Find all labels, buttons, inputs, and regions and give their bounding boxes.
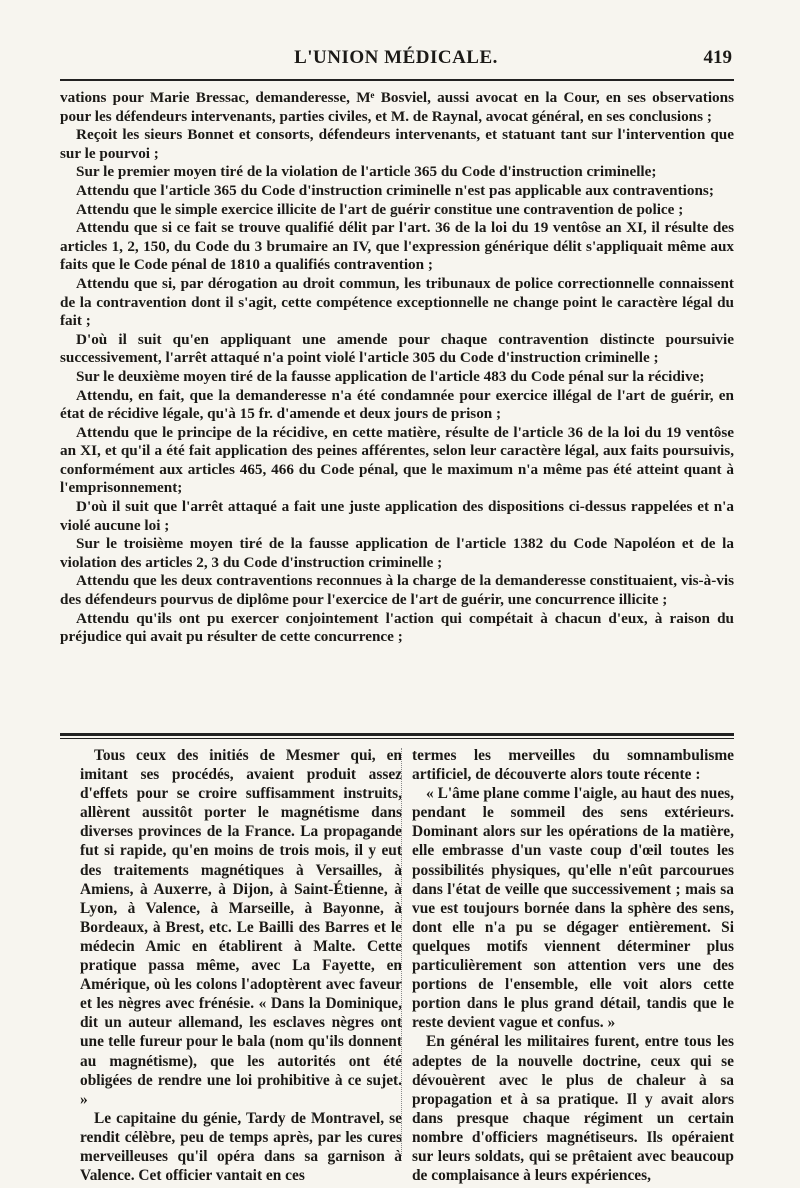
paragraph: D'où il suit qu'en appliquant une amende pour chaque contravention distincte poursuivie successivement, l'arrêt attaqué n'a point violé l'article 305 du Code d'instruction criminelle ; <box>60 330 734 367</box>
column-divider <box>401 748 403 1156</box>
paragraph: Sur le troisième moyen tiré de la fausse application de l'article 1382 du Code Napoléon et de la violation des articles 2, 3 du Code d'instruction criminelle ; <box>60 535 734 571</box>
journal-title: L'UNION MÉDICALE. <box>294 47 498 68</box>
feuilleton-left-column <box>80 746 402 1185</box>
paragraph: Attendu que si ce fait se trouve qualifié délit par l'art. 36 de la loi du 19 ventôse an XI, il résulte des articles 1, 2, 150, du Code du 3 brumaire an IV, que l'expression générique délit s'appliquait même aux faits que le Code pénal de 1810 a qualifiés contravention ; <box>60 219 734 274</box>
paragraph: « L'âme plane comme l'aigle, au haut des nues, pendant le sommeil des sens extérieurs. Dominant alors sur les opérations de la matière, elle embrasse d'un vaste coup d'œil toutes les possibilités physiques, qu'elle n'eût parcourues dans l'état de veille que successivement ; mais sa vue est toujours bornée dans la sphère des sens, dont elle n'a pu se dégager entièrement. Si quelques motifs viennent déterminer plus particulièrement son attention vers une des portions de l'ensemble, elle voit alors cette portion dans le plus grand détail, tandis que le reste devient vague et confus. » <box>412 785 734 1032</box>
feuilleton-right-column <box>412 746 734 1185</box>
paragraph: termes les merveilles du somnambulisme artificiel, de découverte alors toute récente : <box>412 747 734 784</box>
paragraph: Attendu qu'ils ont pu exercer conjointement l'action qui compétait à chacun d'eux, à raison du préjudice qui avait pu résulter de cette concurrence ; <box>60 609 734 646</box>
court-ruling-text <box>60 89 734 647</box>
paragraph: D'où il suit que l'arrêt attaqué a fait une juste application des dispositions ci-dessus rappelées et n'a violé aucune loi ; <box>60 498 734 534</box>
paragraph: Sur le deuxième moyen tiré de la fausse application de l'article 483 du Code pénal sur la récidive; <box>76 367 705 385</box>
page-header <box>60 47 732 77</box>
paragraph: Attendu que l'article 365 du Code d'instruction criminelle n'est pas applicable aux contraventions; <box>76 181 714 199</box>
paragraph: Attendu que le simple exercice illicite de l'art de guérir constitue une contravention de police ; <box>76 200 684 218</box>
paragraph: Le capitaine du génie, Tardy de Montravel, se rendit célèbre, peu de temps après, par les cures merveilleuses qu'il opéra dans sa garnison à Valence. Cet officier vantait en ces <box>80 1109 402 1185</box>
page-number: 419 <box>703 47 732 68</box>
section-double-rule-bottom <box>60 738 734 739</box>
section-double-rule-top <box>60 733 734 736</box>
paragraph: Attendu, en fait, que la demanderesse n'a été condamnée pour exercice illégal de l'art de guérir, en état de récidive légale, qu'à 15 fr. d'amende et deux jours de prison ; <box>60 386 734 423</box>
paragraph: Attendu que les deux contraventions reconnues à la charge de la demanderesse constituaient, vis-à-vis des défendeurs pourvus de diplôme pour l'exercice de l'art de guérir, une concurrence illicite ; <box>60 572 734 609</box>
paragraph: Reçoit les sieurs Bonnet et consorts, défendeurs intervenants, et statuant tant sur l'intervention que sur le pourvoi ; <box>60 126 734 162</box>
paragraph: Attendu que le principe de la récidive, en cette matière, résulte de l'article 36 de la loi du 19 ventôse an XI, et qu'il a été fait application des peines afférentes, selon leur caractère légal, aux faits poursuivis, conformément aux articles 465, 466 du Code pénal, que le maximum n'a même pas été atteint quant à l'emprisonnement; <box>60 423 734 497</box>
paragraph: En général les militaires furent, entre tous les adeptes de la nouvelle doctrine, ceux qui se dévouèrent avec le plus de chaleur à sa propagation et à sa pratique. Il y avait alors dans presque chaque régiment un certain nombre d'officiers magnétiseurs. Ils opéraient sur leurs soldats, qui se prêtaient avec beaucoup de complaisance à leurs expériences, <box>412 1033 734 1185</box>
header-rule <box>60 79 734 81</box>
paragraph: Sur le premier moyen tiré de la violation de l'article 365 du Code d'instruction criminelle; <box>76 163 657 181</box>
paragraph: Attendu que si, par dérogation au droit commun, les tribunaux de police correctionnelle connaissent de la contravention dont il s'agit, cette compétence exceptionnelle ne change point le caractère légal du fait ; <box>60 274 734 330</box>
paragraph: vations pour Marie Bressac, demanderesse, Mᵉ Bosviel, aussi avocat en la Cour, en ses observations pour les défendeurs intervenants, parties civiles, et M. de Raynal, avocat général, en ses conclusions ; <box>60 89 734 125</box>
paragraph: Tous ceux des initiés de Mesmer qui, en imitant ses procédés, avaient produit assez d'effets pour se croire suffisamment instruits, allèrent aussitôt porter le magnétisme dans diverses provinces de la France. La propagande fut si rapide, qu'en moins de trois mois, il y eut des traitements magnétiques à Versailles, à Amiens, à Auxerre, à Dijon, à Saint-Étienne, à Lyon, à Valence, à Marseille, à Bayonne, à Bordeaux, à Brest, etc. Le Bailli des Barres et le médecin Amic en établirent à Malte. Cette pratique passa même, avec La Fayette, en Amérique, où les colons l'adoptèrent avec faveur et les nègres avec frénésie. « Dans la Dominique, dit un auteur allemand, les esclaves nègres ont une telle fureur pour le bala (nom qu'ils donnent au magnétisme), que les autorités ont été obligées de rendre une loi prohibitive à ce sujet. » <box>80 747 402 1108</box>
